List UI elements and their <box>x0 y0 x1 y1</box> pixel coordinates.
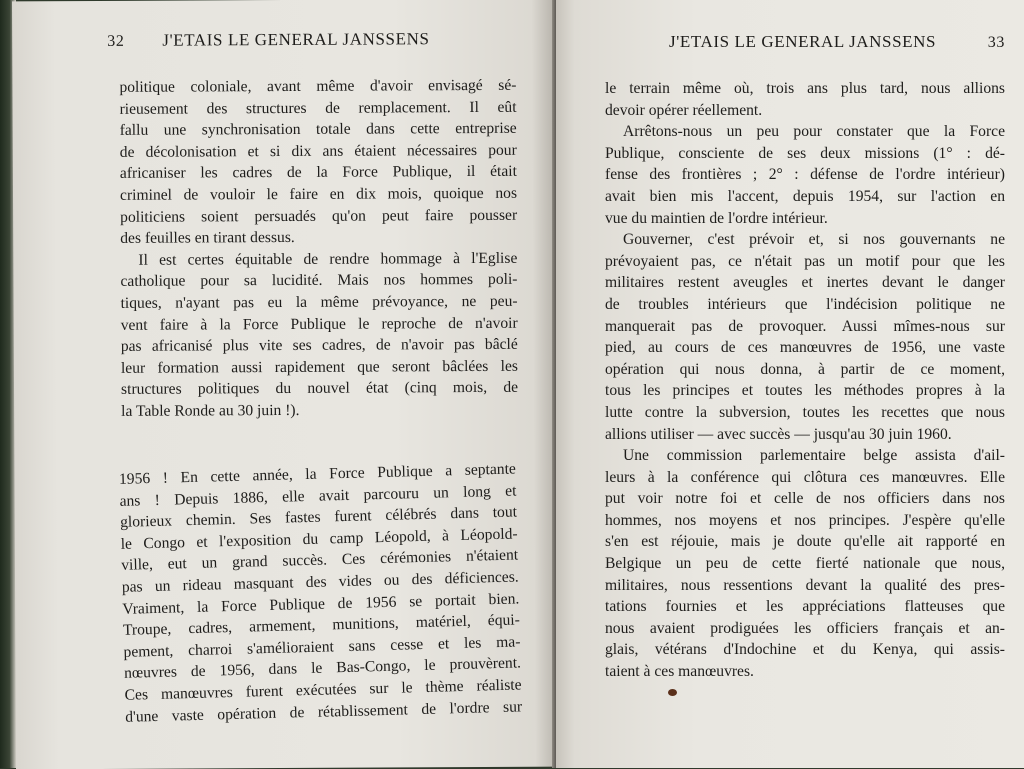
text-line: des feuilles en tirant dessus. <box>120 229 295 248</box>
text-line: Une commission parlementaire belge assista d'ail- <box>623 447 1005 465</box>
text-line: allions utiliser — avec succès — jusqu'au 30 juin 1960. <box>605 425 952 443</box>
text-line: ans ! Depuis 1886, elle avait parcouru un long et <box>119 481 517 509</box>
paragraph <box>605 78 1005 121</box>
text-line: glais, vétérans d'Indochine et du Kenya, qui assis- <box>605 641 1005 659</box>
text-line: politiciens soient persuadés qu'on peut faire pousser <box>120 206 518 226</box>
running-head: J'ETAIS LE GENERAL JANSSENS <box>669 32 937 51</box>
text-line: pas africanisé plus vite ses cadres, de n'avoir pas bâclé <box>120 335 518 355</box>
paragraph <box>119 75 517 250</box>
paragraph <box>120 248 518 423</box>
text-line: glorieux chemin. Ses fastes furent célébrés dans tout <box>119 503 518 531</box>
text-line: avait bien mis l'accent, depuis 1954, sur l'action en <box>605 187 1005 205</box>
text-line: d'une vaste opération de rétablissement de l'ordre sur <box>124 697 523 725</box>
text-line: leur formation aussi rapidement que seront bâclées les <box>120 357 518 377</box>
paragraph <box>605 445 1005 683</box>
text-line: Troupe, cadres, armement, munitions, matériel, équi- <box>122 611 521 639</box>
text-line: le Congo et l'exposition du camp Léopold, à Léopold- <box>120 524 518 553</box>
text-line: rieusement des structures de remplacement. Il eût <box>119 98 517 118</box>
paragraph <box>119 458 523 727</box>
text-line: pement, charroi s'amélioraient sans cesse et les ma- <box>123 632 521 661</box>
text-line: pas un rideau masquant des vides ou des déficiences. <box>121 567 519 596</box>
text-line: Il est certes équitable de rendre hommage à l'Eglise <box>138 249 518 269</box>
text-line: le terrain même où, trois ans plus tard, nous allions <box>605 80 1005 97</box>
page-number: 32 <box>107 32 125 50</box>
text-line: opération qui nous donna, à partir de ce moment, <box>605 360 1005 378</box>
text-line: structures politiques du nouvel état (cinq mois, de <box>120 379 519 399</box>
text-line: 1956 ! En cette année, la Force Publique a septante <box>118 460 517 488</box>
text-line: Ces manœuvres furent exécutées sur le thème réaliste <box>124 675 522 704</box>
text-line: Gouverner, c'est prévoir et, si nos gouvernants ne <box>623 231 1005 249</box>
text-line: criminel de vouloir le faire en dix mois, quoique nos <box>119 184 518 204</box>
paragraph <box>605 229 1005 445</box>
text-line: put voir notre foi et celle de nos officiers dans nos <box>605 490 1005 508</box>
left-page <box>12 0 557 769</box>
text-line: taient à ces manœuvres. <box>605 663 754 681</box>
left-page-body <box>118 75 523 728</box>
text-line: devoir opérer réellement. <box>605 101 763 119</box>
text-line: Publique, consciente de ses deux missions (1° : dé- <box>605 144 1005 162</box>
text-line: ville, eut un grand succès. Ces cérémonies n'étaient <box>121 546 519 574</box>
text-line: vent faire à la Force Publique le reproche de n'avoir <box>120 314 518 334</box>
text-line: nœuvres de 1956, dans le Bas-Congo, le prouvèrent. <box>123 654 522 682</box>
text-line: vue du maintien de l'ordre intérieur. <box>605 209 828 227</box>
text-line: hommes, nos moyens et nos principes. J'espère qu'elle <box>605 511 1005 529</box>
running-head: J'ETAIS LE GENERAL JANSSENS <box>162 29 430 50</box>
text-line: tiques, n'ayant pas eu la même prévoyance, ne peu- <box>120 292 518 312</box>
text-line: Belgique un peu de cette fierté nationale que nous, <box>605 555 1005 573</box>
ink-blot <box>668 689 677 696</box>
text-line: militaires, nous ressentions devant la qualité des pres- <box>605 576 1005 594</box>
right-page-body <box>605 78 1005 683</box>
text-line: s'en est réjouie, mais je doute qu'elle ait rapporté en <box>605 533 1005 551</box>
text-line: fense des frontières ; 2° : défense de l'ordre intérieur) <box>605 166 1005 184</box>
right-page-header <box>605 32 1005 52</box>
text-line: Vraiment, la Force Publique de 1956 se portait bien. <box>122 589 520 617</box>
page-number: 33 <box>987 34 1005 51</box>
text-line: fallu une synchronisation totale dans cette entreprise <box>119 119 517 140</box>
text-line: de troubles intérieurs que l'indécision politique ne <box>605 295 1005 313</box>
text-line: prévoyaient pas, ce n'était pas un motif pour que les <box>605 252 1005 270</box>
paragraph <box>605 121 1005 229</box>
text-line: africaniser les cadres de la Force Publique, il était <box>119 163 517 183</box>
text-line: pied, au cours de ces manœuvres de 1956, une vaste <box>605 339 1005 357</box>
text-line: de décolonisation et si dix ans étaient nécessaires pour <box>119 141 517 161</box>
text-line: nous avaient prodiguées les officiers français et an- <box>605 619 1005 637</box>
text-line: lutte contre la subversion, toutes les recettes que nous <box>605 403 1005 421</box>
text-line: tations fournies et les appréciations flatteuses que <box>605 598 1005 616</box>
text-line: tous les principes et toutes les méthodes propres à la <box>605 382 1005 400</box>
text-line: militaires restent aveugles et inertes devant le danger <box>605 274 1005 292</box>
text-line: catholique pour sa lucidité. Mais nos hommes poli- <box>120 271 518 291</box>
text-line: la Table Ronde au 30 juin !). <box>121 401 300 420</box>
right-page <box>556 0 1024 768</box>
text-line: leurs à la conférence qui clôtura ces manœuvres. Elle <box>605 468 1005 486</box>
left-page-header <box>107 29 515 51</box>
text-line: politique coloniale, avant même d'avoir envisagé sé- <box>119 76 517 96</box>
text-line: manquerait pas de provoquer. Aussi mîmes-nous sur <box>605 317 1005 335</box>
text-line: Arrêtons-nous un peu pour constater que la Force <box>623 123 1005 141</box>
